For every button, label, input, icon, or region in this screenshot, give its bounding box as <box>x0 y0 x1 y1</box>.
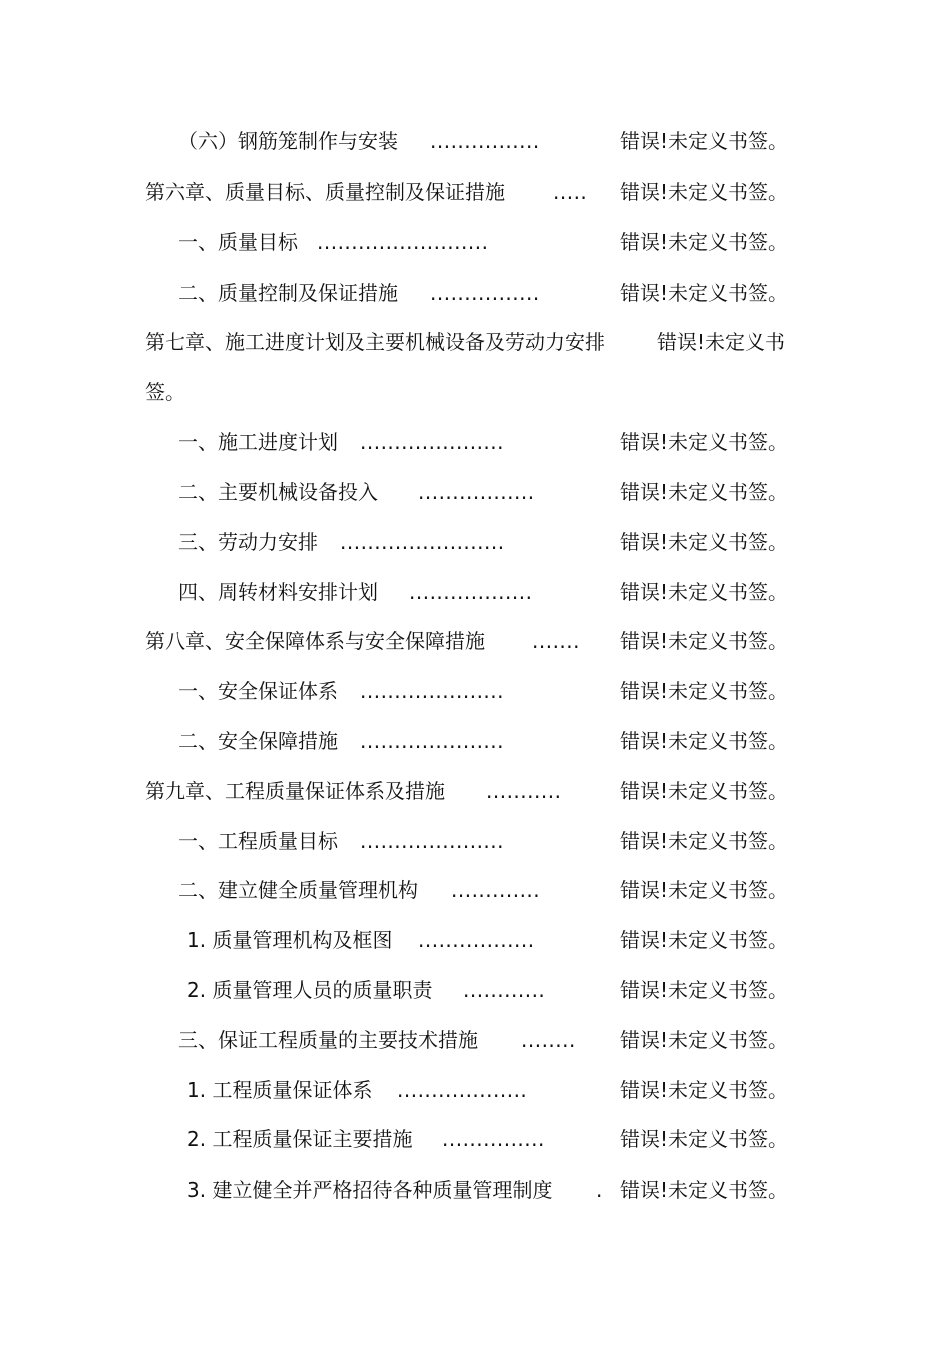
toc-page-ref: 错误!未定义书签。 <box>620 180 789 204</box>
toc-leader-dots: .................. <box>409 580 533 604</box>
toc-leader-dots: ................. <box>418 480 535 504</box>
toc-entry[interactable] <box>0 177 950 207</box>
toc-entry-title: 3. 建立健全并严格招待各种质量管理制度 <box>187 1178 553 1202</box>
toc-entry[interactable] <box>0 327 950 357</box>
toc-entry[interactable] <box>0 126 950 156</box>
toc-entry[interactable] <box>0 1025 950 1055</box>
toc-entry-title: 1. 质量管理机构及框图 <box>187 928 393 952</box>
toc-entry[interactable] <box>0 1075 950 1105</box>
toc-entry-title: 第九章、工程质量保证体系及措施 <box>145 779 445 803</box>
toc-entry[interactable] <box>0 975 950 1005</box>
toc-leader-dots: ..................... <box>360 679 505 703</box>
toc-leader-dots: ........ <box>521 1028 576 1052</box>
toc-entry[interactable] <box>0 925 950 955</box>
toc-entry[interactable] <box>0 527 950 557</box>
toc-page-ref: 错误!未定义书 <box>657 330 786 354</box>
toc-entry-title: 第八章、安全保障体系与安全保障措施 <box>145 629 485 653</box>
toc-leader-dots: ................ <box>430 281 540 305</box>
toc-entry-title: 二、建立健全质量管理机构 <box>178 878 418 902</box>
toc-entry-title: 一、施工进度计划 <box>178 430 338 454</box>
toc-entry-title: 四、周转材料安排计划 <box>178 580 378 604</box>
toc-entry-title: 二、质量控制及保证措施 <box>178 281 398 305</box>
toc-page-ref: 错误!未定义书签。 <box>620 729 789 753</box>
toc-leader-dots: ..................... <box>360 430 505 454</box>
toc-entry[interactable] <box>0 577 950 607</box>
toc-page-ref: 错误!未定义书签。 <box>620 978 789 1002</box>
toc-page-ref: 错误!未定义书签。 <box>620 530 789 554</box>
toc-page-ref: 错误!未定义书签。 <box>620 480 789 504</box>
toc-entry[interactable] <box>0 427 950 457</box>
toc-page-ref: 错误!未定义书签。 <box>620 580 789 604</box>
toc-leader-dots: ......................... <box>317 230 489 254</box>
toc-page-ref: 错误!未定义书签。 <box>620 129 789 153</box>
toc-leader-dots: ....... <box>532 629 581 653</box>
toc-entry-title: 二、安全保障措施 <box>178 729 338 753</box>
toc-entry-title: 一、工程质量目标 <box>178 829 338 853</box>
toc-entry[interactable] <box>0 278 950 308</box>
toc-page-ref: 错误!未定义书签。 <box>620 928 789 952</box>
toc-page-ref: 错误!未定义书签。 <box>620 1028 789 1052</box>
toc-leader-dots: ............. <box>451 878 541 902</box>
toc-entry-title: 一、安全保证体系 <box>178 679 338 703</box>
toc-entry[interactable] <box>0 626 950 656</box>
toc-leader-dots: ..................... <box>360 829 505 853</box>
toc-leader-dots: ........... <box>486 779 562 803</box>
toc-page-ref: 错误!未定义书签。 <box>620 1178 789 1202</box>
toc-leader-dots: ........................ <box>340 530 505 554</box>
toc-entry[interactable] <box>0 227 950 257</box>
toc-page-ref: 错误!未定义书签。 <box>620 878 789 902</box>
toc-entry-title: 2. 工程质量保证主要措施 <box>187 1127 413 1151</box>
toc-entry-title: 一、质量目标 <box>178 230 298 254</box>
toc-page-ref: 错误!未定义书签。 <box>620 679 789 703</box>
toc-entry[interactable] <box>0 826 950 856</box>
toc-entry[interactable] <box>0 776 950 806</box>
toc-entry[interactable] <box>0 676 950 706</box>
toc-page-ref: 错误!未定义书签。 <box>620 230 789 254</box>
toc-entry-title: 2. 质量管理人员的质量职责 <box>187 978 433 1002</box>
toc-leader-dots: ................. <box>418 928 535 952</box>
toc-entry[interactable] <box>0 1175 950 1205</box>
toc-page-ref: 错误!未定义书签。 <box>620 1078 789 1102</box>
toc-leader-dots: ................... <box>397 1078 528 1102</box>
toc-entry-title: （六）钢筋笼制作与安装 <box>178 129 398 153</box>
toc-entry-title: 三、保证工程质量的主要技术措施 <box>178 1028 478 1052</box>
toc-page-ref: 错误!未定义书签。 <box>620 629 789 653</box>
toc-leader-dots: ..................... <box>360 729 505 753</box>
toc-page-ref: 错误!未定义书签。 <box>620 281 789 305</box>
toc-page-ref: 错误!未定义书签。 <box>620 1127 789 1151</box>
toc-leader-dots: . <box>596 1178 603 1202</box>
toc-entry[interactable] <box>0 726 950 756</box>
toc-entry[interactable] <box>0 875 950 905</box>
toc-page-ref-continued: 签。 <box>145 380 185 404</box>
toc-entry-title: 1. 工程质量保证体系 <box>187 1078 373 1102</box>
toc-entry-title: 第七章、施工进度计划及主要机械设备及劳动力安排 <box>145 330 605 354</box>
toc-page-ref: 错误!未定义书签。 <box>620 829 789 853</box>
toc-entry[interactable] <box>0 1124 950 1154</box>
toc-entry-title: 二、主要机械设备投入 <box>178 480 378 504</box>
toc-page-ref: 错误!未定义书签。 <box>620 779 789 803</box>
toc-leader-dots: ............... <box>442 1127 545 1151</box>
toc-leader-dots: ................ <box>430 129 540 153</box>
toc-entry-title: 第六章、质量目标、质量控制及保证措施 <box>145 180 505 204</box>
toc-entry[interactable] <box>0 477 950 507</box>
toc-leader-dots: ..... <box>553 180 588 204</box>
toc-leader-dots: ............ <box>463 978 546 1002</box>
toc-entry-title: 三、劳动力安排 <box>178 530 318 554</box>
toc-page-ref: 错误!未定义书签。 <box>620 430 789 454</box>
